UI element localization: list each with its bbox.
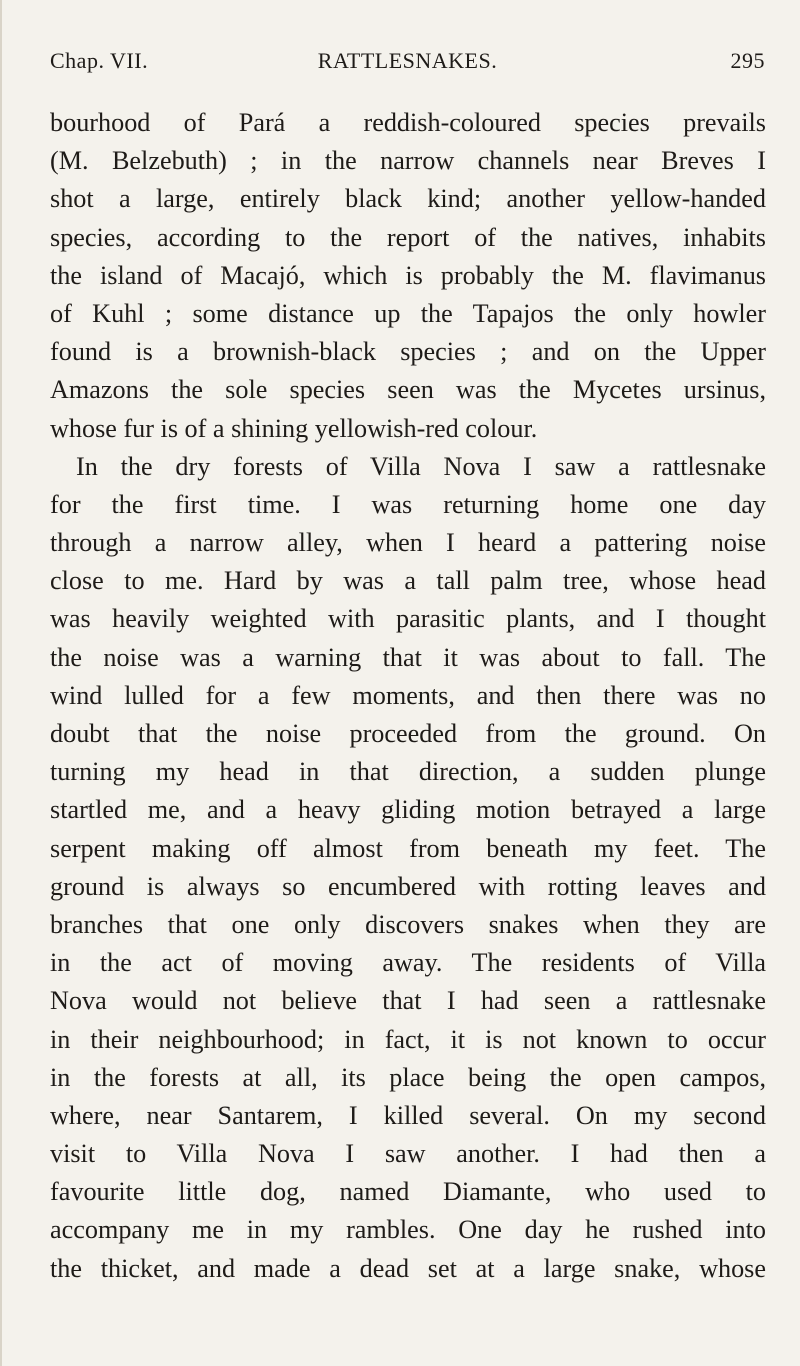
text-line: was heavily weighted with parasitic plants, and I thought bbox=[50, 604, 766, 634]
text-line: accompany me in my rambles. One day he rushed into bbox=[50, 1215, 766, 1245]
text-line: the thicket, and made a dead set at a large snake, whose bbox=[50, 1253, 766, 1283]
text-line: close to me. Hard by was a tall palm tree, whose head bbox=[50, 566, 766, 596]
text-line: startled me, and a heavy gliding motion betrayed a large bbox=[50, 795, 766, 825]
text-line: ground is always so encumbered with rotting leaves and bbox=[50, 871, 766, 901]
text-line: Nova would not believe that I had seen a rattlesnake bbox=[50, 986, 766, 1016]
text-line: serpent making off almost from beneath my feet. The bbox=[50, 833, 766, 863]
text-line: in the forests at all, its place being the open campos, bbox=[50, 1062, 766, 1092]
running-head bbox=[50, 48, 765, 78]
text-line: wind lulled for a few moments, and then there was no bbox=[50, 680, 766, 710]
text-line: where, near Santarem, I killed several. On my second bbox=[50, 1100, 766, 1130]
paragraph-start-line: In the dry forests of Villa Nova I saw a rattlesnake bbox=[76, 451, 766, 481]
page-edge bbox=[0, 0, 2, 1366]
text-line: for the first time. I was returning home one day bbox=[50, 489, 766, 519]
text-line: shot a large, entirely black kind; another yellow-handed bbox=[50, 184, 766, 214]
text-line: branches that one only discovers snakes when they are bbox=[50, 909, 766, 939]
page-number: 295 bbox=[730, 48, 765, 73]
text-line: through a narrow alley, when I heard a pattering noise bbox=[50, 528, 766, 558]
page-title: RATTLESNAKES. bbox=[317, 48, 498, 73]
chapter-label: Chap. VII. bbox=[50, 48, 149, 73]
text-line: turning my head in that direction, a sudden plunge bbox=[50, 757, 766, 787]
text-line: Amazons the sole species seen was the Mycetes ursinus, bbox=[50, 375, 766, 405]
text-line: the island of Macajó, which is probably the M. flavimanus bbox=[50, 260, 766, 290]
text-line: whose fur is of a shining yellowish-red colour. bbox=[50, 413, 538, 443]
text-line: doubt that the noise proceeded from the ground. On bbox=[50, 719, 766, 748]
text-line: visit to Villa Nova I saw another. I had then a bbox=[50, 1139, 766, 1169]
text-line: the noise was a warning that it was about to fall. The bbox=[50, 642, 766, 672]
text-line: favourite little dog, named Diamante, who used to bbox=[50, 1177, 766, 1207]
text-line: species, according to the report of the natives, inhabits bbox=[50, 222, 766, 252]
text-line: of Kuhl ; some distance up the Tapajos the only howler bbox=[50, 298, 766, 328]
text-line: found is a brownish-black species ; and on the Upper bbox=[50, 337, 766, 367]
text-line: in their neighbourhood; in fact, it is not known to occur bbox=[50, 1024, 766, 1054]
text-line: in the act of moving away. The residents of Villa bbox=[50, 948, 766, 978]
text-line: (M. Belzebuth) ; in the narrow channels near Breves I bbox=[50, 146, 766, 176]
body-text bbox=[50, 104, 766, 1288]
text-line: bourhood of Pará a reddish-coloured species prevails bbox=[50, 108, 766, 137]
